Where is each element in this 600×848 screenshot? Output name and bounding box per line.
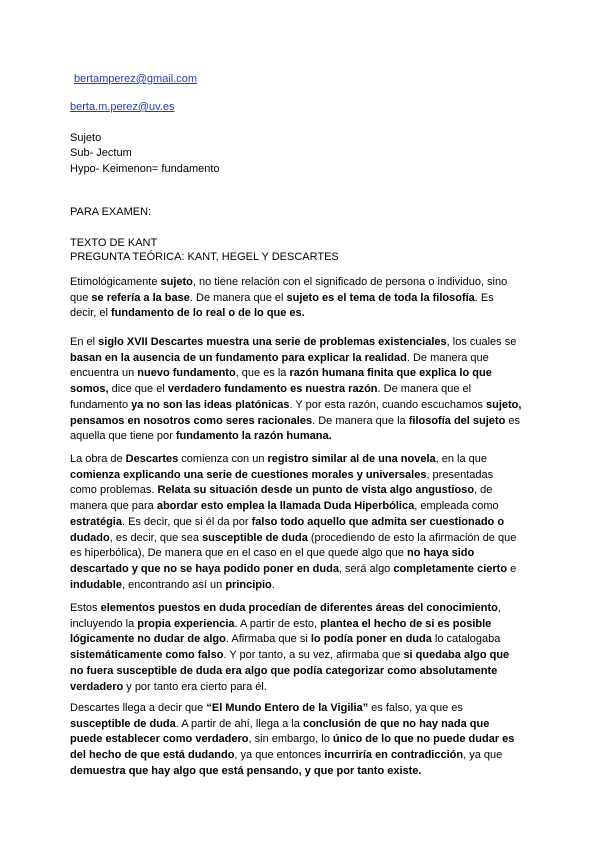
paragraph-line	[70, 664, 532, 680]
text-run: . De manera que	[406, 351, 489, 364]
text-run: aquella que tiene por	[70, 430, 176, 443]
text-run: , los cuales se	[446, 336, 517, 348]
email-link-uv[interactable]: berta.m.perez@uv.es	[70, 101, 175, 113]
bold-run: susceptible de duda	[202, 531, 308, 544]
text-run: Estos	[70, 602, 101, 614]
bold-run: elementos puestos en duda procedían de diferentes áreas del conocimiento	[100, 602, 498, 614]
bold-run: siglo XVII Descartes muestra una serie de problemas existenciales	[98, 336, 447, 348]
paragraph-line	[70, 546, 532, 562]
bold-run: “El Mundo Entero de la Vigilia”	[206, 702, 369, 714]
paragraph-line	[70, 531, 532, 547]
text-run: incluyendo la	[70, 617, 138, 630]
bold-run: susceptible de duda	[70, 717, 176, 730]
paragraph-line	[70, 601, 532, 617]
text-run: , en la que	[435, 453, 488, 465]
section-para-examen: PARA EXAMEN:	[70, 206, 152, 218]
bold-run: fundamento de lo real o de lo que es.	[110, 307, 305, 320]
bold-run: verdadero	[70, 680, 124, 693]
bold-run: pensamos en nosotros como seres racionales	[70, 414, 313, 427]
bold-run: verdadero fundamento es nuestra razón	[167, 383, 378, 396]
text-run: La obra de	[70, 453, 126, 465]
paragraph-line	[70, 717, 532, 733]
bold-run: ya no son las ideas platónicas	[131, 398, 290, 411]
bold-run: indudable	[70, 578, 122, 591]
text-run: e	[507, 562, 517, 575]
bold-run: sujeto,	[486, 398, 522, 411]
text-run: . Es decir, que si él da por	[121, 515, 252, 528]
text-run: comienza con un	[178, 453, 268, 465]
text-run: . Es	[474, 291, 494, 304]
paragraph-line	[70, 398, 532, 414]
bold-run: completamente cierto	[393, 562, 508, 575]
text-run: manera que para	[70, 500, 157, 513]
paragraph-line	[70, 483, 532, 499]
header-line-subjectum: Sub- Jectum	[70, 147, 132, 159]
bold-run: se refería a la base	[91, 291, 190, 304]
bold-run: incurriría en contradicción	[324, 749, 464, 762]
text-run: ,	[497, 602, 501, 614]
text-run: fundamento	[70, 398, 132, 411]
text-run: que	[70, 291, 92, 304]
email-link-gmail[interactable]: bertamperez@gmail.com	[74, 73, 198, 85]
text-run: , ya que	[463, 749, 503, 762]
section-pregunta: PREGUNTA TEÓRICA: KANT, HEGEL Y DESCARTES	[70, 251, 339, 263]
bold-run: sistemáticamente como falso	[70, 649, 224, 662]
bold-run: Relata su situación desde un punto de vista algo angustioso	[157, 484, 475, 497]
paragraph-mundo-vigilia	[70, 701, 532, 780]
paragraph-line	[70, 429, 532, 445]
text-run: , será algo	[338, 562, 394, 575]
paragraph-line	[70, 515, 532, 531]
bold-run: estratégia	[70, 515, 122, 528]
bold-run: abordar esto emplea la llamada Duda Hiperbólica	[156, 500, 415, 513]
text-run: es	[505, 414, 520, 427]
bold-run: si quedaba algo que	[403, 649, 510, 662]
bold-run: somos,	[70, 383, 109, 396]
paragraph-siglo-xvii	[70, 335, 532, 445]
bold-run: puede establecer como verdadero	[70, 733, 249, 746]
bold-run: conclusión de que no hay nada que	[302, 717, 490, 730]
text-run: , presentadas	[426, 468, 494, 481]
paragraph-line	[70, 291, 532, 307]
text-run: como problemas.	[70, 484, 158, 497]
bold-run: principio	[225, 578, 272, 591]
text-run: lo catalogaba	[431, 633, 501, 646]
bold-run: no fuera susceptible de duda era algo que podía categorizar como absolutamente	[70, 664, 498, 677]
text-run: Etimológicamente	[70, 276, 161, 288]
paragraph-line	[70, 732, 532, 748]
text-run: , sin embargo, lo	[248, 733, 333, 746]
text-run: Descartes llega a decir que	[70, 702, 207, 714]
bold-run: sujeto	[160, 276, 193, 288]
bold-run: plantea el hecho de si es posible	[320, 617, 492, 630]
bold-run: del hecho de que está dudando	[70, 749, 235, 762]
bold-run: razón humana finita que explica lo que	[289, 367, 492, 380]
bold-run: dudado	[70, 531, 110, 544]
paragraph-elementos-duda	[70, 601, 532, 695]
bold-run: falso todo aquello que admita ser cuestionado o	[251, 515, 505, 528]
bold-run: fundamento la razón humana.	[175, 430, 332, 443]
text-run: , ya que entonces	[234, 749, 325, 762]
paragraph-line	[70, 275, 532, 291]
bold-run: descartado y que no se haya podido poner en duda	[70, 562, 339, 575]
text-run: , encontrando así un	[121, 578, 226, 591]
text-run: , empleada como	[414, 500, 499, 513]
header-line-hypokeimenon: Hypo- Keimenon= fundamento	[70, 163, 220, 175]
paragraph-line	[70, 414, 532, 430]
text-run: En el	[70, 336, 99, 348]
text-run: . A partir de esto,	[234, 617, 321, 630]
bold-run: único de lo que no puede dudar es	[332, 733, 515, 746]
bold-run: no haya sido	[406, 547, 475, 560]
paragraph-line	[70, 499, 532, 515]
text-run: es falso, ya que es	[368, 702, 463, 714]
paragraph-line	[70, 306, 532, 322]
text-run: (procediendo de esto la afirmación de que	[307, 531, 517, 544]
text-run: . De manera que el	[377, 383, 472, 396]
paragraph-etimologia	[70, 275, 532, 322]
text-run: es hiperbólica), De manera que en el caso en el que quede algo que	[70, 547, 407, 560]
text-run: decir, el	[70, 307, 111, 320]
text-run: , de	[474, 484, 493, 497]
text-run: , es decir, que sea	[109, 531, 203, 544]
bold-run: registro similar al de una novela	[267, 453, 436, 465]
bold-run: demuestra que hay algo que está pensando, y que por tanto existe.	[70, 764, 422, 777]
bold-run: propia experiencia	[137, 617, 235, 630]
bold-run: lógicamente no dudar de algo	[70, 633, 226, 646]
paragraph-line	[70, 648, 532, 664]
text-run: . Afirmaba que si	[225, 633, 311, 646]
paragraph-line	[70, 764, 532, 780]
paragraph-line	[70, 701, 532, 717]
paragraph-line	[70, 468, 532, 484]
bold-run: lo podía poner en duda	[310, 633, 432, 646]
paragraph-line	[70, 578, 532, 594]
text-run: . Y por tanto, a su vez, afirmaba que	[223, 649, 404, 662]
paragraph-line	[70, 680, 532, 696]
paragraph-line	[70, 562, 532, 578]
text-run: . De manera que la	[312, 414, 409, 427]
bold-run: basan en la ausencia de un fundamento para explicar la realidad	[70, 351, 407, 364]
paragraph-line	[70, 351, 532, 367]
text-run: . Y por esta razón, cuando escuchamos	[289, 398, 486, 411]
paragraph-obra-descartes	[70, 452, 532, 593]
bold-run: comienza explicando una serie de cuestiones morales y universales	[70, 468, 427, 481]
text-run: . A partir de ahí, llega a la	[175, 717, 303, 730]
paragraph-line	[70, 617, 532, 633]
text-run: dice que el	[108, 383, 168, 396]
bold-run: nuevo fundamento	[137, 367, 236, 380]
header-line-sujeto: Sujeto	[70, 132, 102, 144]
bold-run: filosofía del sujeto	[408, 414, 506, 427]
text-run: . De manera que el	[189, 291, 287, 304]
paragraph-line	[70, 382, 532, 398]
text-run: y por tanto era cierto para él.	[123, 680, 267, 693]
paragraph-line	[70, 335, 532, 351]
bold-run: sujeto es el tema de toda la filosofía	[286, 291, 475, 304]
text-run: , que es la	[235, 367, 290, 380]
bold-run: Descartes	[125, 453, 179, 465]
text-run: encuentra un	[70, 367, 138, 380]
paragraph-line	[70, 632, 532, 648]
paragraph-line	[70, 366, 532, 382]
section-texto: TEXTO DE KANT	[70, 237, 158, 249]
text-run: , no tiene relación con el significado de persona o individuo, sino	[192, 276, 508, 288]
paragraph-line	[70, 748, 532, 764]
paragraph-line	[70, 452, 532, 468]
text-run: .	[271, 578, 275, 591]
